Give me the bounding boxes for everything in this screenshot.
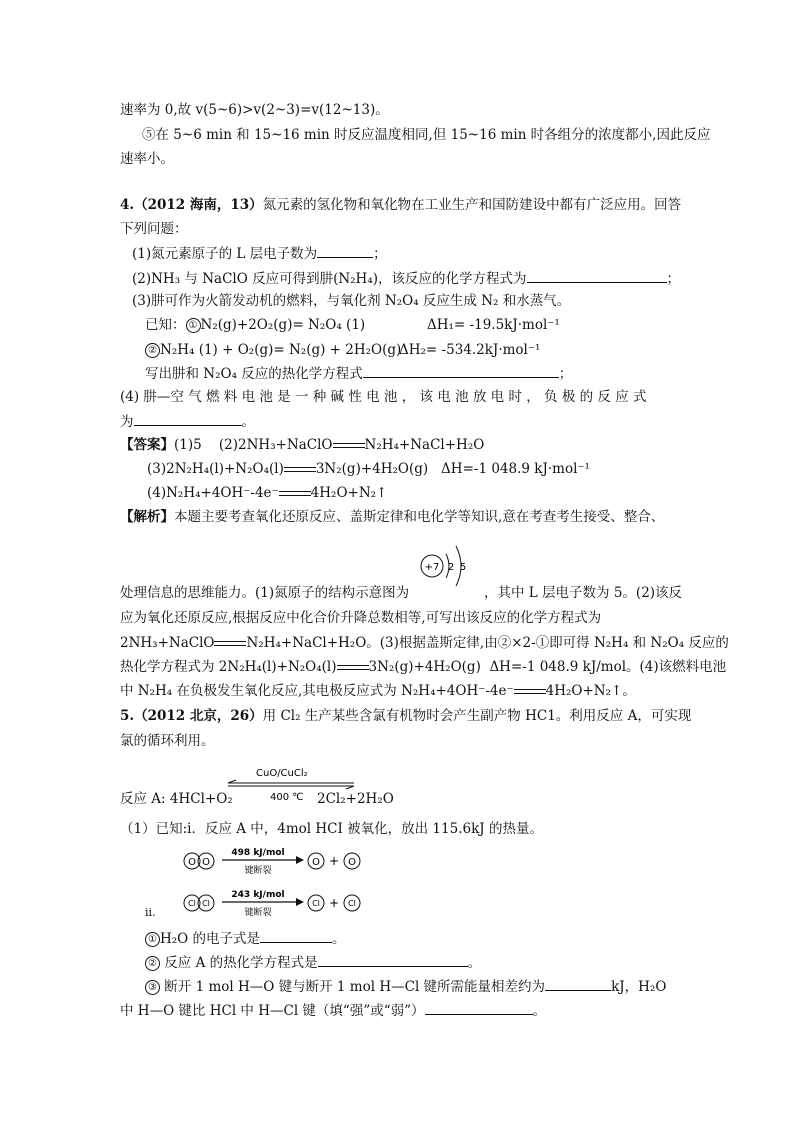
bond-energy-label: 498 kJ/mol bbox=[231, 848, 285, 858]
question-text: 中 H—O 键比 HCl 中 H—Cl 键（填“强”或“弱”） bbox=[120, 1003, 425, 1019]
analysis-line-6 bbox=[120, 682, 636, 700]
answer-blank[interactable] bbox=[363, 364, 559, 378]
chlorine-symbol: Cl bbox=[348, 899, 356, 908]
punctuation: 。 bbox=[467, 955, 482, 971]
circled-number: ② bbox=[145, 956, 160, 971]
answer-blank[interactable] bbox=[425, 1001, 533, 1015]
o2-bond-breaking-diagram bbox=[182, 843, 382, 879]
analysis-text: 中 N₂H₄ 在负极发生氧化反应,其电极反应式为 N₂H₄+4OH⁻-4e⁻ bbox=[120, 683, 514, 699]
chlorine-symbol: Cl bbox=[312, 899, 320, 908]
punctuation: ； bbox=[373, 246, 387, 262]
answer-line-2 bbox=[147, 460, 590, 478]
question-5-sub-3-cont bbox=[120, 1001, 546, 1020]
answer-text: N₂H₄+NaCl+H₂O bbox=[364, 437, 485, 453]
punctuation: 。 bbox=[241, 414, 255, 430]
answer-text: (3)2N₂H₄(l)+N₂O₄(l) bbox=[147, 461, 284, 477]
question-text: 为 bbox=[120, 414, 134, 430]
equation-text: N₂(g)+2O₂(g)= N₂O₄ (1) bbox=[200, 317, 366, 333]
text-line: 下列问题： bbox=[120, 221, 188, 237]
plus-sign: + bbox=[328, 854, 340, 868]
arrow-head-left bbox=[228, 780, 236, 783]
question-5-sub-3 bbox=[145, 977, 666, 996]
text-line: 速率小。 bbox=[120, 151, 174, 167]
enthalpy-1: ΔH₁= -19.5kJ·mol⁻¹ bbox=[427, 317, 560, 333]
circled-number: ② bbox=[145, 343, 160, 358]
oxygen-symbol: O bbox=[312, 857, 320, 868]
answer-blank[interactable] bbox=[318, 953, 468, 967]
oxygen-symbol: O bbox=[348, 857, 356, 868]
circled-number: ③ bbox=[145, 980, 160, 995]
reaction-arrow-head bbox=[296, 856, 304, 864]
question-4-write bbox=[145, 364, 572, 383]
oxygen-symbol: O bbox=[202, 857, 210, 868]
answer-blank[interactable] bbox=[134, 412, 242, 426]
analysis-text: 3N₂(g)+4H₂O(g) bbox=[368, 659, 481, 675]
question-4-heading: 4.（2012 海南，13） bbox=[120, 197, 263, 213]
shell-1-electrons: 2 bbox=[447, 562, 455, 573]
analysis-line-5 bbox=[120, 658, 726, 676]
question-5-sub-1 bbox=[145, 929, 346, 948]
analysis-text: 4H₂O+N₂↑。 bbox=[545, 683, 636, 699]
cl2-bond-breaking-diagram bbox=[182, 885, 382, 921]
question-text: 反应 A 的热化学方程式是 bbox=[164, 955, 318, 971]
analysis-line-1 bbox=[120, 508, 664, 526]
equals-sign bbox=[337, 663, 369, 673]
question-text: (1)氮元素原子的 L 层电子数为 bbox=[132, 246, 318, 262]
analysis-text: 热化学方程式为 2N₂H₄(l)+N₂O₄(l) bbox=[120, 659, 337, 675]
answer-blank[interactable] bbox=[527, 269, 667, 283]
answer-blank[interactable] bbox=[260, 929, 332, 943]
chlorine-symbol: Cl bbox=[188, 899, 196, 908]
analysis-line-2a: 处理信息的思维能力。(1)氮原子的结构示意图为 bbox=[120, 585, 410, 601]
question-text: 断开 1 mol H—O 键与断开 1 mol H—Cl 键所需能量相差约为 bbox=[164, 979, 546, 995]
question-4-part-4-cont bbox=[120, 412, 255, 431]
question-5-sub-2 bbox=[145, 953, 481, 972]
chlorine-symbol: Cl bbox=[202, 899, 210, 908]
analysis-line-2b: ，其中 L 层电子数为 5。(2)该反 bbox=[484, 585, 683, 601]
analysis-text: N₂H₄+NaCl+H₂O。(3)根据盖斯定律,由②×2-①即可得 N₂H₄ 和 N₂O₄ 反应的 bbox=[246, 635, 729, 651]
question-text: 氮元素的氢化物和氧化物在工业生产和国防建设中都有广泛应用。回答 bbox=[262, 197, 682, 213]
arrow-head-right bbox=[346, 786, 354, 789]
given-equation-1 bbox=[145, 316, 365, 334]
answer-text: 3N₂(g)+4H₂O(g) bbox=[315, 461, 429, 477]
nucleus-charge: +7 bbox=[424, 562, 440, 573]
text-line: 氯的循环利用。 bbox=[120, 733, 215, 749]
enthalpy-2: ΔH₂= -534.2kJ·mol⁻¹ bbox=[399, 342, 541, 358]
question-4-part-3: (3)肼可作为火箭发动机的燃料，与氧化剂 N₂O₄ 反应生成 N₂ 和水蒸气。 bbox=[132, 293, 571, 309]
answer-text: (2)2NH₃+NaClO bbox=[218, 437, 333, 453]
answer-text: (4)N₂H₄+4OH⁻-4e⁻ bbox=[147, 485, 279, 501]
circled-number: ① bbox=[186, 318, 201, 333]
equals-sign bbox=[279, 489, 311, 499]
reaction-a-right: 2Cl₂+2H₂O bbox=[317, 791, 394, 807]
given-equation-2 bbox=[145, 341, 401, 359]
oxygen-symbol: O bbox=[188, 857, 196, 868]
question-text: H₂O 的电子式是 bbox=[160, 931, 261, 947]
given-label: 已知： bbox=[145, 317, 186, 333]
punctuation: ； bbox=[666, 271, 681, 287]
analysis-text: ΔH=-1 048.9 kJ/mol。(4)该燃料电池 bbox=[489, 659, 727, 675]
question-text: 写出肼和 N₂O₄ 反应的热化学方程式 bbox=[145, 366, 363, 382]
question-text: (2)NH₃ 与 NaClO 反应可得到肼(N₂H₄)，该反应的化学方程式为 bbox=[132, 271, 527, 287]
question-4-intro bbox=[120, 196, 681, 214]
answer-label: 【答案】 bbox=[120, 437, 174, 453]
punctuation: 。 bbox=[332, 931, 346, 947]
answer-blank[interactable] bbox=[545, 977, 611, 991]
equals-sign bbox=[284, 465, 316, 475]
catalyst-label: CuO/CuCl₂ bbox=[256, 768, 308, 779]
shell-2-electrons: 5 bbox=[459, 562, 467, 573]
analysis-text: 本题主要考查氧化还原反应、盖斯定律和电化学等知识,意在考查考生接受、整合、 bbox=[174, 509, 665, 525]
answer-line-3 bbox=[147, 484, 387, 502]
analysis-text: 2NH₃+NaClO bbox=[120, 635, 215, 651]
question-4-part-4: (4) 肼—空 气 燃 料 电 池 是 一 种 碱 性 电 池 ， 该 电 池 放 电 时 ， 负 极 的 反 应 式 bbox=[120, 389, 647, 405]
question-4-part-2 bbox=[132, 269, 680, 288]
answer-text: ΔH=-1 048.9 kJ·mol⁻¹ bbox=[441, 461, 590, 477]
answer-blank[interactable] bbox=[317, 244, 373, 258]
question-5-part-1: （1）已知:i．反应 A 中，4mol HCI 被氧化，放出 115.6kJ 的热量。 bbox=[120, 821, 543, 837]
bond-energy-label: 243 kJ/mol bbox=[231, 890, 285, 900]
question-text: 用 Cl₂ 生产某些含氯有机物时会产生副产物 HC1。利用反应 A，可实现 bbox=[262, 708, 692, 724]
circled-number: ① bbox=[145, 932, 160, 947]
bond-break-label: 键断裂 bbox=[244, 866, 272, 876]
nitrogen-atom-structure-diagram bbox=[418, 540, 482, 592]
question-5-intro bbox=[120, 707, 691, 725]
equals-sign bbox=[214, 639, 246, 649]
question-4-part-1 bbox=[132, 244, 387, 263]
answer-text: 4H₂O+N₂↑ bbox=[310, 485, 388, 501]
analysis-line-3: 应为氧化还原反应,根据反应中化合价升降总数相等,可写出该反应的化学方程式为 bbox=[120, 610, 602, 626]
punctuation: ； bbox=[558, 366, 573, 382]
text-line: ⑤在 5~6 min 和 15~16 min 时反应温度相同,但 15~16 min 时各组分的浓度都小,因此反应 bbox=[142, 127, 711, 143]
item-ii-label: ii. bbox=[145, 906, 156, 919]
question-5-heading: 5.（2012 北京，26） bbox=[120, 708, 263, 724]
plus-sign: + bbox=[328, 896, 340, 910]
answer-line-1 bbox=[120, 436, 484, 454]
text-line: 速率为 0,故 v(5~6)>v(2~3)=v(12~13)。 bbox=[120, 102, 389, 118]
analysis-label: 【解析】 bbox=[120, 509, 174, 525]
reaction-arrow-head bbox=[296, 898, 304, 906]
punctuation: 。 bbox=[532, 1003, 547, 1019]
answer-text: (1)5 bbox=[174, 437, 202, 453]
bond-break-label: 键断裂 bbox=[244, 908, 272, 918]
equals-sign bbox=[514, 687, 546, 697]
temperature-label: 400 ℃ bbox=[270, 792, 304, 803]
equation-text: N₂H₄ (1) + O₂(g)= N₂(g) + 2H₂O(g) bbox=[160, 342, 402, 358]
reaction-a-left: 反应 A: 4HCl+O₂ bbox=[120, 791, 233, 807]
equals-sign bbox=[333, 441, 365, 451]
analysis-line-4 bbox=[120, 634, 729, 652]
question-text: kJ，H₂O bbox=[611, 979, 667, 995]
